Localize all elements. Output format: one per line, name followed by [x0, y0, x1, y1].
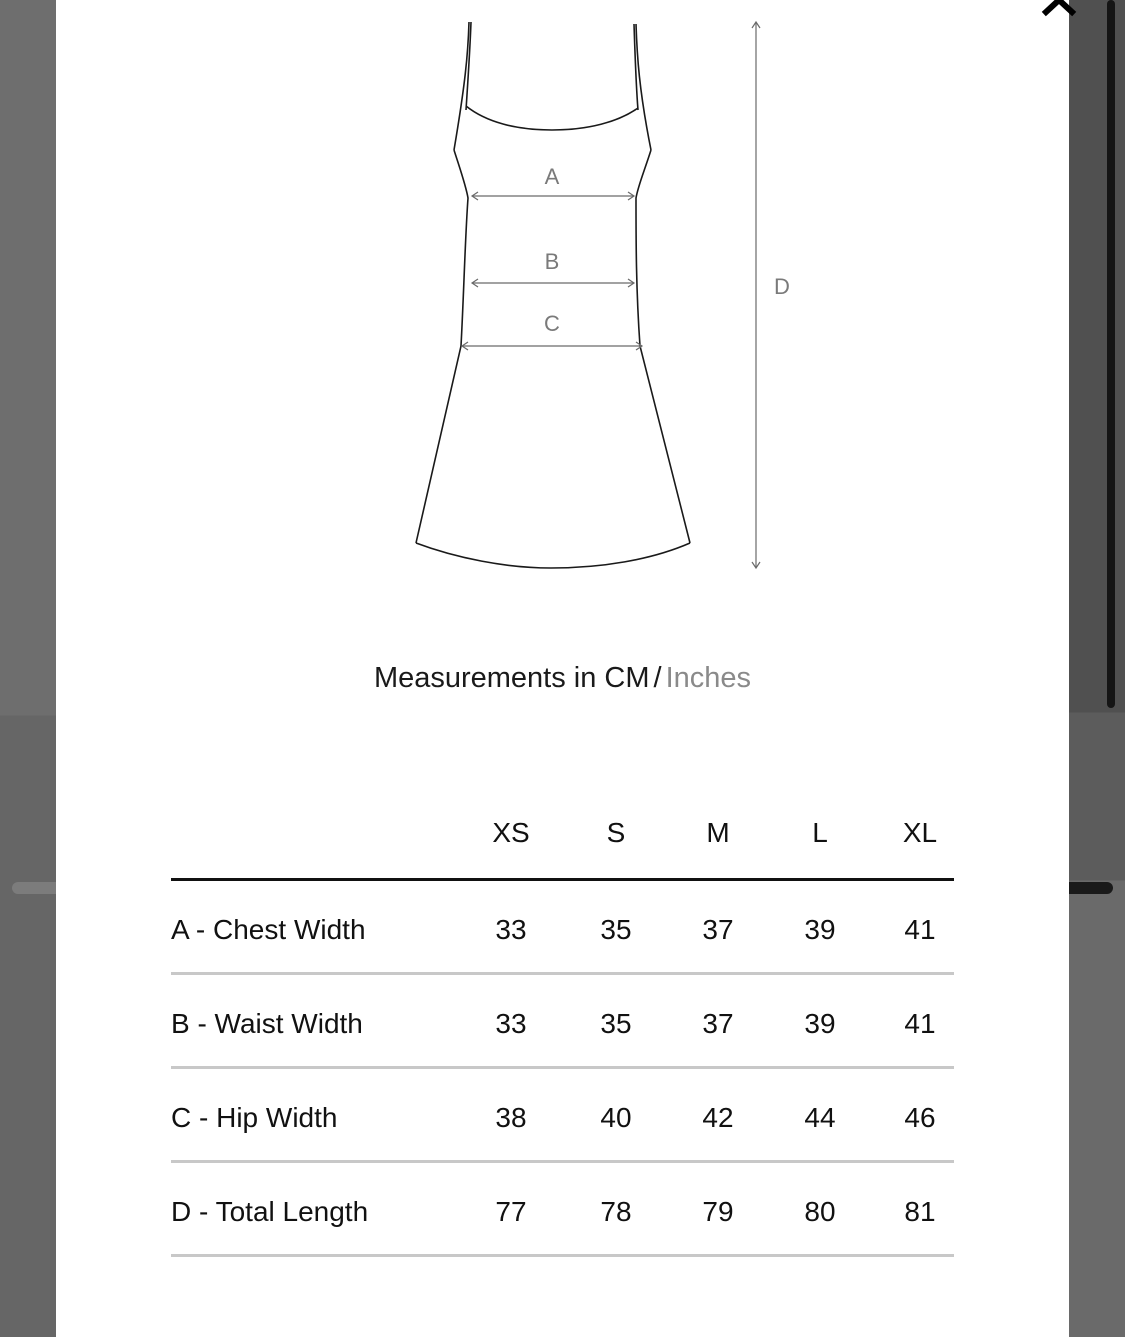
- table-cell: 33: [495, 1008, 527, 1039]
- table-row-hip: [171, 1069, 954, 1163]
- size-chart-table: [171, 806, 954, 1257]
- unit-cm-label[interactable]: Measurements in CM: [373, 662, 650, 694]
- table-cell: 81: [904, 1196, 936, 1227]
- table-cell: 80: [804, 1196, 836, 1227]
- dress-diagram: [56, 0, 1069, 600]
- table-cell: 78: [600, 1196, 632, 1227]
- size-guide-modal: [56, 0, 1069, 1337]
- dress-outline-icon: [56, 0, 1069, 600]
- table-cell: 46: [904, 1102, 936, 1133]
- size-xl: XL: [902, 817, 938, 848]
- row-label: A - Chest Width: [171, 914, 366, 945]
- sheet-grab-handle-right[interactable]: [1069, 882, 1113, 894]
- diagram-label-c: C: [544, 311, 560, 336]
- row-label: B - Waist Width: [171, 1008, 363, 1039]
- table-cell: 37: [702, 1008, 734, 1039]
- sheet-grab-handle-left[interactable]: [12, 882, 56, 894]
- table-cell: 35: [600, 1008, 632, 1039]
- unit-toggle: [56, 660, 1069, 696]
- table-cell: 39: [804, 1008, 836, 1039]
- size-l: L: [812, 817, 828, 848]
- size-xs: XS: [492, 817, 530, 848]
- table-row-chest: [171, 881, 954, 975]
- table-cell: 37: [702, 914, 734, 945]
- table-cell: 41: [904, 914, 936, 945]
- table-row-waist: [171, 975, 954, 1069]
- diagram-label-b: B: [544, 249, 560, 274]
- table-cell: 41: [904, 1008, 936, 1039]
- size-m: M: [706, 817, 730, 848]
- table-cell: 42: [702, 1102, 734, 1133]
- scrollbar-thumb[interactable]: [1107, 0, 1115, 708]
- unit-separator: /: [653, 662, 662, 694]
- table-row-length: [171, 1163, 954, 1257]
- backdrop-left[interactable]: [0, 0, 56, 1337]
- table-cell: 38: [495, 1102, 527, 1133]
- row-label: D - Total Length: [171, 1196, 369, 1227]
- table-cell: 44: [804, 1102, 836, 1133]
- size-s: S: [606, 817, 626, 848]
- table-cell: 39: [804, 914, 836, 945]
- diagram-label-a: A: [544, 164, 560, 189]
- unit-inches-toggle[interactable]: Inches: [665, 662, 752, 694]
- table-cell: 35: [600, 914, 632, 945]
- row-label: C - Hip Width: [171, 1102, 338, 1133]
- table-cell: 79: [702, 1196, 734, 1227]
- backdrop-right[interactable]: [1069, 0, 1125, 1337]
- size-header-row: [171, 806, 954, 881]
- table-cell: 40: [600, 1102, 632, 1133]
- diagram-label-d: D: [774, 274, 790, 299]
- table-cell: 33: [495, 914, 527, 945]
- table-cell: 77: [495, 1196, 527, 1227]
